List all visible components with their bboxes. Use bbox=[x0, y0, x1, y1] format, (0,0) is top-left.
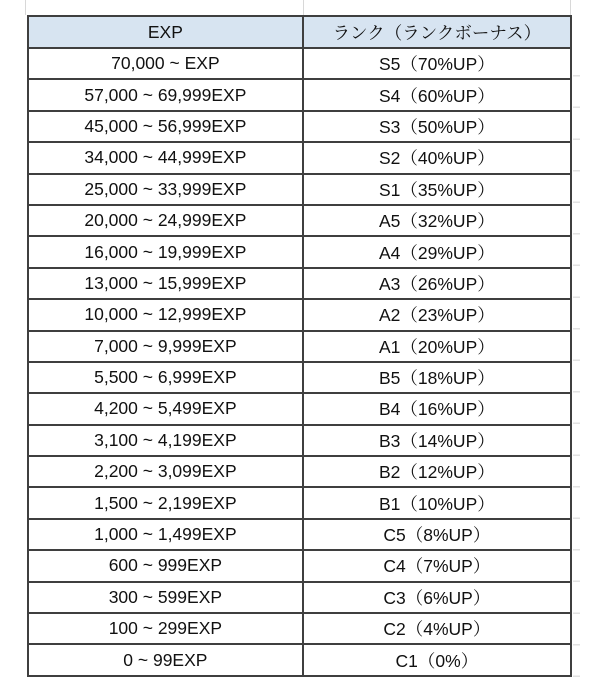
rank-cell: C1（0%） bbox=[303, 644, 571, 676]
rank-cell: S5（70%UP） bbox=[303, 48, 571, 79]
exp-range-cell: 13,000 ~ 15,999EXP bbox=[28, 268, 303, 299]
exp-range-cell: 600 ~ 999EXP bbox=[28, 550, 303, 581]
table-row bbox=[28, 582, 571, 613]
rank-cell: A3（26%UP） bbox=[303, 268, 571, 299]
rank-cell: C5（8%UP） bbox=[303, 519, 571, 550]
table-row bbox=[28, 362, 571, 393]
rank-cell: B2（12%UP） bbox=[303, 456, 571, 487]
exp-range-cell: 0 ~ 99EXP bbox=[28, 644, 303, 676]
exp-range-cell: 10,000 ~ 12,999EXP bbox=[28, 299, 303, 330]
rank-cell: A5（32%UP） bbox=[303, 205, 571, 236]
gridline-remnant bbox=[570, 0, 571, 15]
exp-range-cell: 34,000 ~ 44,999EXP bbox=[28, 142, 303, 173]
table-row bbox=[28, 48, 571, 79]
exp-range-cell: 1,000 ~ 1,499EXP bbox=[28, 519, 303, 550]
exp-range-cell: 25,000 ~ 33,999EXP bbox=[28, 174, 303, 205]
exp-range-cell: 20,000 ~ 24,999EXP bbox=[28, 205, 303, 236]
rank-cell: B4（16%UP） bbox=[303, 393, 571, 424]
exp-range-cell: 45,000 ~ 56,999EXP bbox=[28, 111, 303, 142]
rank-cell: C4（7%UP） bbox=[303, 550, 571, 581]
gridline-remnant bbox=[303, 0, 304, 15]
rank-cell: C2（4%UP） bbox=[303, 613, 571, 644]
exp-column-header: EXP bbox=[28, 16, 303, 48]
table-row bbox=[28, 268, 571, 299]
table-row bbox=[28, 456, 571, 487]
exp-range-cell: 2,200 ~ 3,099EXP bbox=[28, 456, 303, 487]
table-row bbox=[28, 205, 571, 236]
rank-cell: S1（35%UP） bbox=[303, 174, 571, 205]
rank-cell: A2（23%UP） bbox=[303, 299, 571, 330]
rank-cell: S2（40%UP） bbox=[303, 142, 571, 173]
exp-range-cell: 16,000 ~ 19,999EXP bbox=[28, 236, 303, 267]
table-row bbox=[28, 644, 571, 676]
rank-cell: B5（18%UP） bbox=[303, 362, 571, 393]
rank-cell: B3（14%UP） bbox=[303, 425, 571, 456]
gridline-remnant bbox=[25, 0, 26, 15]
rank-cell: A1（20%UP） bbox=[303, 331, 571, 362]
rank-cell: B1（10%UP） bbox=[303, 487, 571, 518]
table-header-row bbox=[28, 16, 571, 48]
table-body bbox=[28, 48, 571, 676]
table-row bbox=[28, 425, 571, 456]
exp-range-cell: 70,000 ~ EXP bbox=[28, 48, 303, 79]
exp-range-cell: 7,000 ~ 9,999EXP bbox=[28, 331, 303, 362]
rank-column-header: ランク（ランクボーナス） bbox=[303, 16, 571, 48]
table-row bbox=[28, 111, 571, 142]
exp-range-cell: 57,000 ~ 69,999EXP bbox=[28, 79, 303, 110]
exp-range-cell: 100 ~ 299EXP bbox=[28, 613, 303, 644]
exp-range-cell: 4,200 ~ 5,499EXP bbox=[28, 393, 303, 424]
exp-range-cell: 5,500 ~ 6,999EXP bbox=[28, 362, 303, 393]
exp-range-cell: 1,500 ~ 2,199EXP bbox=[28, 487, 303, 518]
rank-cell: A4（29%UP） bbox=[303, 236, 571, 267]
rank-cell: C3（6%UP） bbox=[303, 582, 571, 613]
exp-range-cell: 3,100 ~ 4,199EXP bbox=[28, 425, 303, 456]
table-row bbox=[28, 79, 571, 110]
table-row bbox=[28, 299, 571, 330]
gridline-remnant bbox=[573, 45, 580, 677]
table-row bbox=[28, 174, 571, 205]
table-row bbox=[28, 519, 571, 550]
table-row bbox=[28, 331, 571, 362]
table-row bbox=[28, 236, 571, 267]
table-row bbox=[28, 550, 571, 581]
exp-rank-table bbox=[27, 15, 572, 677]
exp-range-cell: 300 ~ 599EXP bbox=[28, 582, 303, 613]
table-row bbox=[28, 142, 571, 173]
table-row bbox=[28, 393, 571, 424]
table-row bbox=[28, 487, 571, 518]
rank-cell: S3（50%UP） bbox=[303, 111, 571, 142]
rank-cell: S4（60%UP） bbox=[303, 79, 571, 110]
table-row bbox=[28, 613, 571, 644]
